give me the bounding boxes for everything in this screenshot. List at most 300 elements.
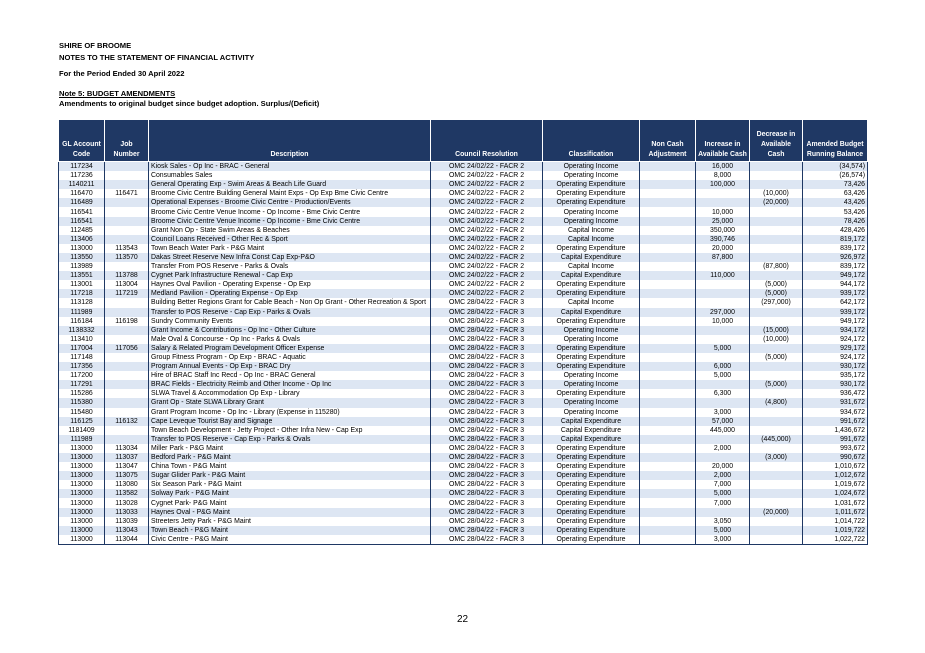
gl-account-cell: 116470 xyxy=(59,189,105,198)
increase-cash-cell: 7,000 xyxy=(696,480,750,489)
decrease-cash-cell: (297,000) xyxy=(750,298,803,307)
classification-cell: Operating Expenditure xyxy=(543,244,640,253)
gl-account-cell: 113000 xyxy=(59,462,105,471)
decrease-cash-cell xyxy=(750,308,803,317)
job-number-cell xyxy=(105,353,149,362)
job-number-cell xyxy=(105,207,149,216)
council-resolution-cell: OMC 24/02/22 - FACR 2 xyxy=(431,262,543,271)
increase-cash-cell: 100,000 xyxy=(696,180,750,189)
job-number-cell: 116471 xyxy=(105,189,149,198)
council-resolution-cell: OMC 24/02/22 - FACR 2 xyxy=(431,162,543,172)
decrease-cash-cell: (20,000) xyxy=(750,508,803,517)
running-balance-cell: 43,426 xyxy=(803,198,868,207)
council-resolution-cell: OMC 28/04/22 - FACR 3 xyxy=(431,353,543,362)
table-body xyxy=(59,162,868,545)
classification-cell: Operating Income xyxy=(543,162,640,172)
gl-account-cell: 117291 xyxy=(59,380,105,389)
gl-account-cell: 113000 xyxy=(59,489,105,498)
job-number-cell xyxy=(105,380,149,389)
classification-cell: Capital Expenditure xyxy=(543,435,640,444)
increase-cash-cell xyxy=(696,298,750,307)
table-row xyxy=(59,489,868,498)
council-resolution-cell: OMC 28/04/22 - FACR 3 xyxy=(431,526,543,535)
running-balance-cell: 949,172 xyxy=(803,317,868,326)
decrease-cash-cell xyxy=(750,317,803,326)
description-cell: Transfer to POS Reserve - Cap Exp - Parks & Ovals xyxy=(149,435,431,444)
non-cash-adjustment-cell xyxy=(640,335,696,344)
non-cash-adjustment-cell xyxy=(640,417,696,426)
running-balance-cell: 930,172 xyxy=(803,362,868,371)
decrease-cash-cell: (3,000) xyxy=(750,453,803,462)
gl-account-cell: 117236 xyxy=(59,171,105,180)
table-row xyxy=(59,444,868,453)
gl-account-cell: 113000 xyxy=(59,535,105,545)
running-balance-cell: (26,574) xyxy=(803,171,868,180)
increase-cash-cell: 2,000 xyxy=(696,444,750,453)
decrease-cash-cell: (15,000) xyxy=(750,326,803,335)
table-row xyxy=(59,280,868,289)
classification-cell: Operating Expenditure xyxy=(543,317,640,326)
running-balance-cell: 991,672 xyxy=(803,417,868,426)
increase-cash-cell: 3,050 xyxy=(696,517,750,526)
council-resolution-cell: OMC 28/04/22 - FACR 3 xyxy=(431,417,543,426)
table-row xyxy=(59,262,868,271)
decrease-cash-cell: (4,800) xyxy=(750,398,803,407)
table-row xyxy=(59,462,868,471)
running-balance-cell: 63,426 xyxy=(803,189,868,198)
classification-cell: Operating Income xyxy=(543,398,640,407)
job-number-cell xyxy=(105,226,149,235)
job-number-cell: 113075 xyxy=(105,471,149,480)
gl-account-cell: 117004 xyxy=(59,344,105,353)
non-cash-adjustment-cell xyxy=(640,235,696,244)
job-number-cell: 117056 xyxy=(105,344,149,353)
table-row xyxy=(59,453,868,462)
description-cell: Kiosk Sales - Op Inc - BRAC - General xyxy=(149,162,431,172)
decrease-cash-cell xyxy=(750,535,803,545)
gl-account-cell: 1181409 xyxy=(59,426,105,435)
increase-cash-cell: 297,000 xyxy=(696,308,750,317)
table-row xyxy=(59,335,868,344)
table-row xyxy=(59,471,868,480)
classification-cell: Operating Expenditure xyxy=(543,498,640,507)
job-number-cell: 113037 xyxy=(105,453,149,462)
description-cell: Sundry Community Events xyxy=(149,317,431,326)
gl-account-cell: 116184 xyxy=(59,317,105,326)
description-cell: Group Fitness Program - Op Exp - BRAC - Aquatic xyxy=(149,353,431,362)
gl-account-cell: 112485 xyxy=(59,226,105,235)
council-resolution-cell: OMC 28/04/22 - FACR 3 xyxy=(431,335,543,344)
description-cell: Civic Centre - P&G Maint xyxy=(149,535,431,545)
increase-cash-cell: 10,000 xyxy=(696,207,750,216)
job-number-cell xyxy=(105,335,149,344)
description-cell: Broome Civic Centre Building General Maint Exps - Op Exp Bme Civic Centre xyxy=(149,189,431,198)
gl-account-cell: 113128 xyxy=(59,298,105,307)
running-balance-cell: 1,436,672 xyxy=(803,426,868,435)
non-cash-adjustment-cell xyxy=(640,389,696,398)
running-balance-cell: 73,426 xyxy=(803,180,868,189)
council-resolution-cell: OMC 28/04/22 - FACR 3 xyxy=(431,535,543,545)
non-cash-adjustment-cell xyxy=(640,280,696,289)
increase-cash-cell: 350,000 xyxy=(696,226,750,235)
job-number-cell xyxy=(105,198,149,207)
council-resolution-cell: OMC 24/02/22 - FACR 2 xyxy=(431,289,543,298)
classification-cell: Operating Expenditure xyxy=(543,489,640,498)
increase-cash-cell: 10,000 xyxy=(696,317,750,326)
increase-cash-cell: 2,000 xyxy=(696,471,750,480)
running-balance-cell: 944,172 xyxy=(803,280,868,289)
increase-cash-cell: 7,000 xyxy=(696,498,750,507)
decrease-cash-cell xyxy=(750,417,803,426)
non-cash-adjustment-cell xyxy=(640,444,696,453)
table-row xyxy=(59,271,868,280)
non-cash-adjustment-cell xyxy=(640,453,696,462)
table-row xyxy=(59,226,868,235)
running-balance-cell: 1,012,672 xyxy=(803,471,868,480)
classification-cell: Operating Income xyxy=(543,326,640,335)
description-cell: Council Loans Received - Other Rec & Sport xyxy=(149,235,431,244)
non-cash-adjustment-cell xyxy=(640,253,696,262)
table-row xyxy=(59,326,868,335)
gl-account-cell: 113000 xyxy=(59,498,105,507)
classification-cell: Capital Expenditure xyxy=(543,426,640,435)
budget-amendments-table xyxy=(58,119,868,545)
non-cash-adjustment-cell xyxy=(640,480,696,489)
increase-cash-cell: 5,000 xyxy=(696,526,750,535)
council-resolution-cell: OMC 28/04/22 - FACR 3 xyxy=(431,489,543,498)
decrease-cash-cell xyxy=(750,217,803,226)
classification-cell: Operating Income xyxy=(543,371,640,380)
classification-cell: Capital Expenditure xyxy=(543,308,640,317)
classification-cell: Operating Expenditure xyxy=(543,198,640,207)
council-resolution-cell: OMC 28/04/22 - FACR 3 xyxy=(431,517,543,526)
increase-cash-cell: 20,000 xyxy=(696,244,750,253)
job-number-cell: 116132 xyxy=(105,417,149,426)
gl-account-cell: 113989 xyxy=(59,262,105,271)
council-resolution-cell: OMC 24/02/22 - FACR 2 xyxy=(431,171,543,180)
non-cash-adjustment-cell xyxy=(640,398,696,407)
non-cash-adjustment-cell xyxy=(640,435,696,444)
job-number-cell xyxy=(105,371,149,380)
classification-cell: Capital Expenditure xyxy=(543,417,640,426)
non-cash-adjustment-cell xyxy=(640,517,696,526)
job-number-cell: 113039 xyxy=(105,517,149,526)
increase-cash-cell: 57,000 xyxy=(696,417,750,426)
description-cell: Six Season Park - P&G Maint xyxy=(149,480,431,489)
running-balance-cell: 934,672 xyxy=(803,408,868,417)
non-cash-adjustment-cell xyxy=(640,189,696,198)
decrease-cash-cell xyxy=(750,226,803,235)
running-balance-cell: 993,672 xyxy=(803,444,868,453)
council-resolution-cell: OMC 28/04/22 - FACR 3 xyxy=(431,435,543,444)
description-cell: BRAC Fields - Electricity Reimb and Other Income - Op Inc xyxy=(149,380,431,389)
increase-cash-cell xyxy=(696,380,750,389)
council-resolution-cell: OMC 28/04/22 - FACR 3 xyxy=(431,480,543,489)
gl-account-cell: 113550 xyxy=(59,253,105,262)
non-cash-adjustment-cell xyxy=(640,471,696,480)
classification-cell: Operating Expenditure xyxy=(543,289,640,298)
council-resolution-cell: OMC 24/02/22 - FACR 2 xyxy=(431,235,543,244)
increase-cash-cell: 8,000 xyxy=(696,171,750,180)
running-balance-cell: 991,672 xyxy=(803,435,868,444)
decrease-cash-cell: (10,000) xyxy=(750,335,803,344)
table-row xyxy=(59,508,868,517)
decrease-cash-cell: (445,000) xyxy=(750,435,803,444)
gl-account-cell: 117218 xyxy=(59,289,105,298)
council-resolution-cell: OMC 28/04/22 - FACR 3 xyxy=(431,380,543,389)
increase-cash-cell xyxy=(696,398,750,407)
classification-cell: Operating Expenditure xyxy=(543,535,640,545)
job-number-cell xyxy=(105,435,149,444)
decrease-cash-cell: (5,000) xyxy=(750,280,803,289)
table-row xyxy=(59,435,868,444)
classification-cell: Operating Expenditure xyxy=(543,462,640,471)
council-resolution-cell: OMC 28/04/22 - FACR 3 xyxy=(431,498,543,507)
table-row xyxy=(59,171,868,180)
job-number-cell: 113582 xyxy=(105,489,149,498)
description-cell: Miller Park - P&G Maint xyxy=(149,444,431,453)
description-cell: Cape Leveque Tourist Bay and Signage xyxy=(149,417,431,426)
decrease-cash-cell: (20,000) xyxy=(750,198,803,207)
description-cell: Hire of BRAC Staff Inc Recd - Op Inc - BRAC General xyxy=(149,371,431,380)
increase-cash-cell: 20,000 xyxy=(696,462,750,471)
job-number-cell: 113034 xyxy=(105,444,149,453)
description-cell: Haynes Oval - P&G Maint xyxy=(149,508,431,517)
council-resolution-cell: OMC 24/02/22 - FACR 2 xyxy=(431,271,543,280)
table-row xyxy=(59,426,868,435)
increase-cash-cell xyxy=(696,453,750,462)
gl-account-cell: 113000 xyxy=(59,444,105,453)
running-balance-cell: 1,022,722 xyxy=(803,535,868,545)
classification-cell: Operating Expenditure xyxy=(543,453,640,462)
description-cell: Cygnet Park Infrastructure Renewal - Cap Exp xyxy=(149,271,431,280)
running-balance-cell: 990,672 xyxy=(803,453,868,462)
gl-account-cell: 113551 xyxy=(59,271,105,280)
gl-account-cell: 113000 xyxy=(59,480,105,489)
running-balance-cell: 939,172 xyxy=(803,289,868,298)
description-cell: Broome Civic Centre Venue Income - Op Income - Bme Civic Centre xyxy=(149,217,431,226)
description-cell: Male Oval & Concourse - Op Inc - Parks & Ovals xyxy=(149,335,431,344)
table-row xyxy=(59,535,868,545)
job-number-cell: 113004 xyxy=(105,280,149,289)
description-cell: China Town - P&G Maint xyxy=(149,462,431,471)
council-resolution-cell: OMC 28/04/22 - FACR 3 xyxy=(431,326,543,335)
running-balance-cell: 935,172 xyxy=(803,371,868,380)
gl-account-cell: 113000 xyxy=(59,244,105,253)
gl-account-cell: 113000 xyxy=(59,526,105,535)
council-resolution-cell: OMC 28/04/22 - FACR 3 xyxy=(431,371,543,380)
decrease-cash-cell xyxy=(750,271,803,280)
description-cell: SLWA Travel & Accommodation Op Exp - Library xyxy=(149,389,431,398)
running-balance-cell: 924,172 xyxy=(803,353,868,362)
column-header: Decrease in Available Cash xyxy=(750,120,803,162)
running-balance-cell: 839,172 xyxy=(803,262,868,271)
column-header: Amended Budget Running Balance xyxy=(803,120,868,162)
classification-cell: Operating Expenditure xyxy=(543,180,640,189)
non-cash-adjustment-cell xyxy=(640,244,696,253)
increase-cash-cell: 390,746 xyxy=(696,235,750,244)
classification-cell: Operating Expenditure xyxy=(543,280,640,289)
decrease-cash-cell xyxy=(750,371,803,380)
table-row xyxy=(59,389,868,398)
non-cash-adjustment-cell xyxy=(640,198,696,207)
non-cash-adjustment-cell xyxy=(640,408,696,417)
job-number-cell: 113033 xyxy=(105,508,149,517)
table-row xyxy=(59,480,868,489)
job-number-cell xyxy=(105,171,149,180)
running-balance-cell: 428,426 xyxy=(803,226,868,235)
classification-cell: Capital Income xyxy=(543,235,640,244)
table-row xyxy=(59,398,868,407)
decrease-cash-cell xyxy=(750,408,803,417)
council-resolution-cell: OMC 28/04/22 - FACR 3 xyxy=(431,453,543,462)
increase-cash-cell xyxy=(696,289,750,298)
job-number-cell: 117219 xyxy=(105,289,149,298)
gl-account-cell: 117148 xyxy=(59,353,105,362)
decrease-cash-cell xyxy=(750,471,803,480)
description-cell: Grant Program Income - Op Inc - Library (Expense in 115280) xyxy=(149,408,431,417)
council-resolution-cell: OMC 24/02/22 - FACR 2 xyxy=(431,226,543,235)
non-cash-adjustment-cell xyxy=(640,344,696,353)
decrease-cash-cell xyxy=(750,526,803,535)
classification-cell: Operating Expenditure xyxy=(543,471,640,480)
gl-account-cell: 117200 xyxy=(59,371,105,380)
decrease-cash-cell xyxy=(750,344,803,353)
column-header: Description xyxy=(149,120,431,162)
increase-cash-cell: 110,000 xyxy=(696,271,750,280)
description-cell: Grant Non Op - State Swim Areas & Beaches xyxy=(149,226,431,235)
non-cash-adjustment-cell xyxy=(640,371,696,380)
increase-cash-cell: 6,300 xyxy=(696,389,750,398)
decrease-cash-cell xyxy=(750,253,803,262)
decrease-cash-cell xyxy=(750,426,803,435)
table-row xyxy=(59,289,868,298)
running-balance-cell: 1,011,672 xyxy=(803,508,868,517)
running-balance-cell: 949,172 xyxy=(803,271,868,280)
classification-cell: Operating Expenditure xyxy=(543,344,640,353)
increase-cash-cell: 3,000 xyxy=(696,535,750,545)
decrease-cash-cell: (5,000) xyxy=(750,380,803,389)
table-row xyxy=(59,180,868,189)
classification-cell: Operating Expenditure xyxy=(543,362,640,371)
decrease-cash-cell xyxy=(750,462,803,471)
description-cell: Grant Op - State SLWA Library Grant xyxy=(149,398,431,407)
gl-account-cell: 117356 xyxy=(59,362,105,371)
job-number-cell xyxy=(105,298,149,307)
table-row xyxy=(59,217,868,226)
increase-cash-cell: 6,000 xyxy=(696,362,750,371)
council-resolution-cell: OMC 28/04/22 - FACR 3 xyxy=(431,298,543,307)
classification-cell: Operating Expenditure xyxy=(543,389,640,398)
non-cash-adjustment-cell xyxy=(640,508,696,517)
table-row xyxy=(59,207,868,216)
classification-cell: Capital Income xyxy=(543,298,640,307)
non-cash-adjustment-cell xyxy=(640,180,696,189)
gl-account-cell: 113000 xyxy=(59,508,105,517)
council-resolution-cell: OMC 24/02/22 - FACR 2 xyxy=(431,180,543,189)
running-balance-cell: 926,972 xyxy=(803,253,868,262)
description-cell: Sugar Glider Park - P&G Maint xyxy=(149,471,431,480)
table-row xyxy=(59,298,868,307)
description-cell: Operational Expenses - Broome Civic Centre - Production/Events xyxy=(149,198,431,207)
non-cash-adjustment-cell xyxy=(640,426,696,435)
table-row xyxy=(59,517,868,526)
non-cash-adjustment-cell xyxy=(640,362,696,371)
non-cash-adjustment-cell xyxy=(640,489,696,498)
running-balance-cell: 1,019,672 xyxy=(803,480,868,489)
table-row xyxy=(59,244,868,253)
non-cash-adjustment-cell xyxy=(640,271,696,280)
description-cell: General Operating Exp - Swim Areas & Beach Life Guard xyxy=(149,180,431,189)
column-header: GL Account Code xyxy=(59,120,105,162)
council-resolution-cell: OMC 28/04/22 - FACR 3 xyxy=(431,462,543,471)
description-cell: Solway Park - P&G Maint xyxy=(149,489,431,498)
job-number-cell: 113044 xyxy=(105,535,149,545)
description-cell: Grant Income & Contributions - Op Inc - Other Culture xyxy=(149,326,431,335)
gl-account-cell: 111989 xyxy=(59,308,105,317)
job-number-cell xyxy=(105,408,149,417)
job-number-cell xyxy=(105,235,149,244)
gl-account-cell: 116541 xyxy=(59,207,105,216)
decrease-cash-cell xyxy=(750,171,803,180)
running-balance-cell: 931,672 xyxy=(803,398,868,407)
running-balance-cell: 1,019,722 xyxy=(803,526,868,535)
council-resolution-cell: OMC 28/04/22 - FACR 3 xyxy=(431,471,543,480)
decrease-cash-cell xyxy=(750,389,803,398)
job-number-cell xyxy=(105,362,149,371)
council-resolution-cell: OMC 28/04/22 - FACR 3 xyxy=(431,508,543,517)
table-row xyxy=(59,308,868,317)
running-balance-cell: 1,014,722 xyxy=(803,517,868,526)
council-resolution-cell: OMC 24/02/22 - FACR 2 xyxy=(431,253,543,262)
period-label: For the Period Ended 30 April 2022 xyxy=(59,69,185,78)
job-number-cell: 113788 xyxy=(105,271,149,280)
column-header: Increase in Available Cash xyxy=(696,120,750,162)
job-number-cell xyxy=(105,398,149,407)
column-header: Council Resolution xyxy=(431,120,543,162)
gl-account-cell: 115480 xyxy=(59,408,105,417)
running-balance-cell: 1,010,672 xyxy=(803,462,868,471)
job-number-cell: 113028 xyxy=(105,498,149,507)
council-resolution-cell: OMC 28/04/22 - FACR 3 xyxy=(431,308,543,317)
table-row xyxy=(59,371,868,380)
non-cash-adjustment-cell xyxy=(640,326,696,335)
council-resolution-cell: OMC 24/02/22 - FACR 2 xyxy=(431,217,543,226)
job-number-cell xyxy=(105,308,149,317)
note-subtitle: Amendments to original budget since budget adoption. Surplus/(Deficit) xyxy=(59,99,320,108)
council-resolution-cell: OMC 24/02/22 - FACR 2 xyxy=(431,207,543,216)
council-resolution-cell: OMC 28/04/22 - FACR 3 xyxy=(431,389,543,398)
classification-cell: Operating Expenditure xyxy=(543,508,640,517)
table-row xyxy=(59,362,868,371)
running-balance-cell: 839,172 xyxy=(803,244,868,253)
gl-account-cell: 116489 xyxy=(59,198,105,207)
description-cell: Program Annual Events - Op Exp - BRAC Dry xyxy=(149,362,431,371)
classification-cell: Operating Expenditure xyxy=(543,526,640,535)
running-balance-cell: 924,172 xyxy=(803,335,868,344)
non-cash-adjustment-cell xyxy=(640,226,696,235)
gl-account-cell: 116541 xyxy=(59,217,105,226)
council-resolution-cell: OMC 28/04/22 - FACR 3 xyxy=(431,398,543,407)
non-cash-adjustment-cell xyxy=(640,262,696,271)
running-balance-cell: 642,172 xyxy=(803,298,868,307)
running-balance-cell: 934,172 xyxy=(803,326,868,335)
non-cash-adjustment-cell xyxy=(640,353,696,362)
gl-account-cell: 113000 xyxy=(59,517,105,526)
gl-account-cell: 113001 xyxy=(59,280,105,289)
non-cash-adjustment-cell xyxy=(640,289,696,298)
description-cell: Bedford Park - P&G Maint xyxy=(149,453,431,462)
